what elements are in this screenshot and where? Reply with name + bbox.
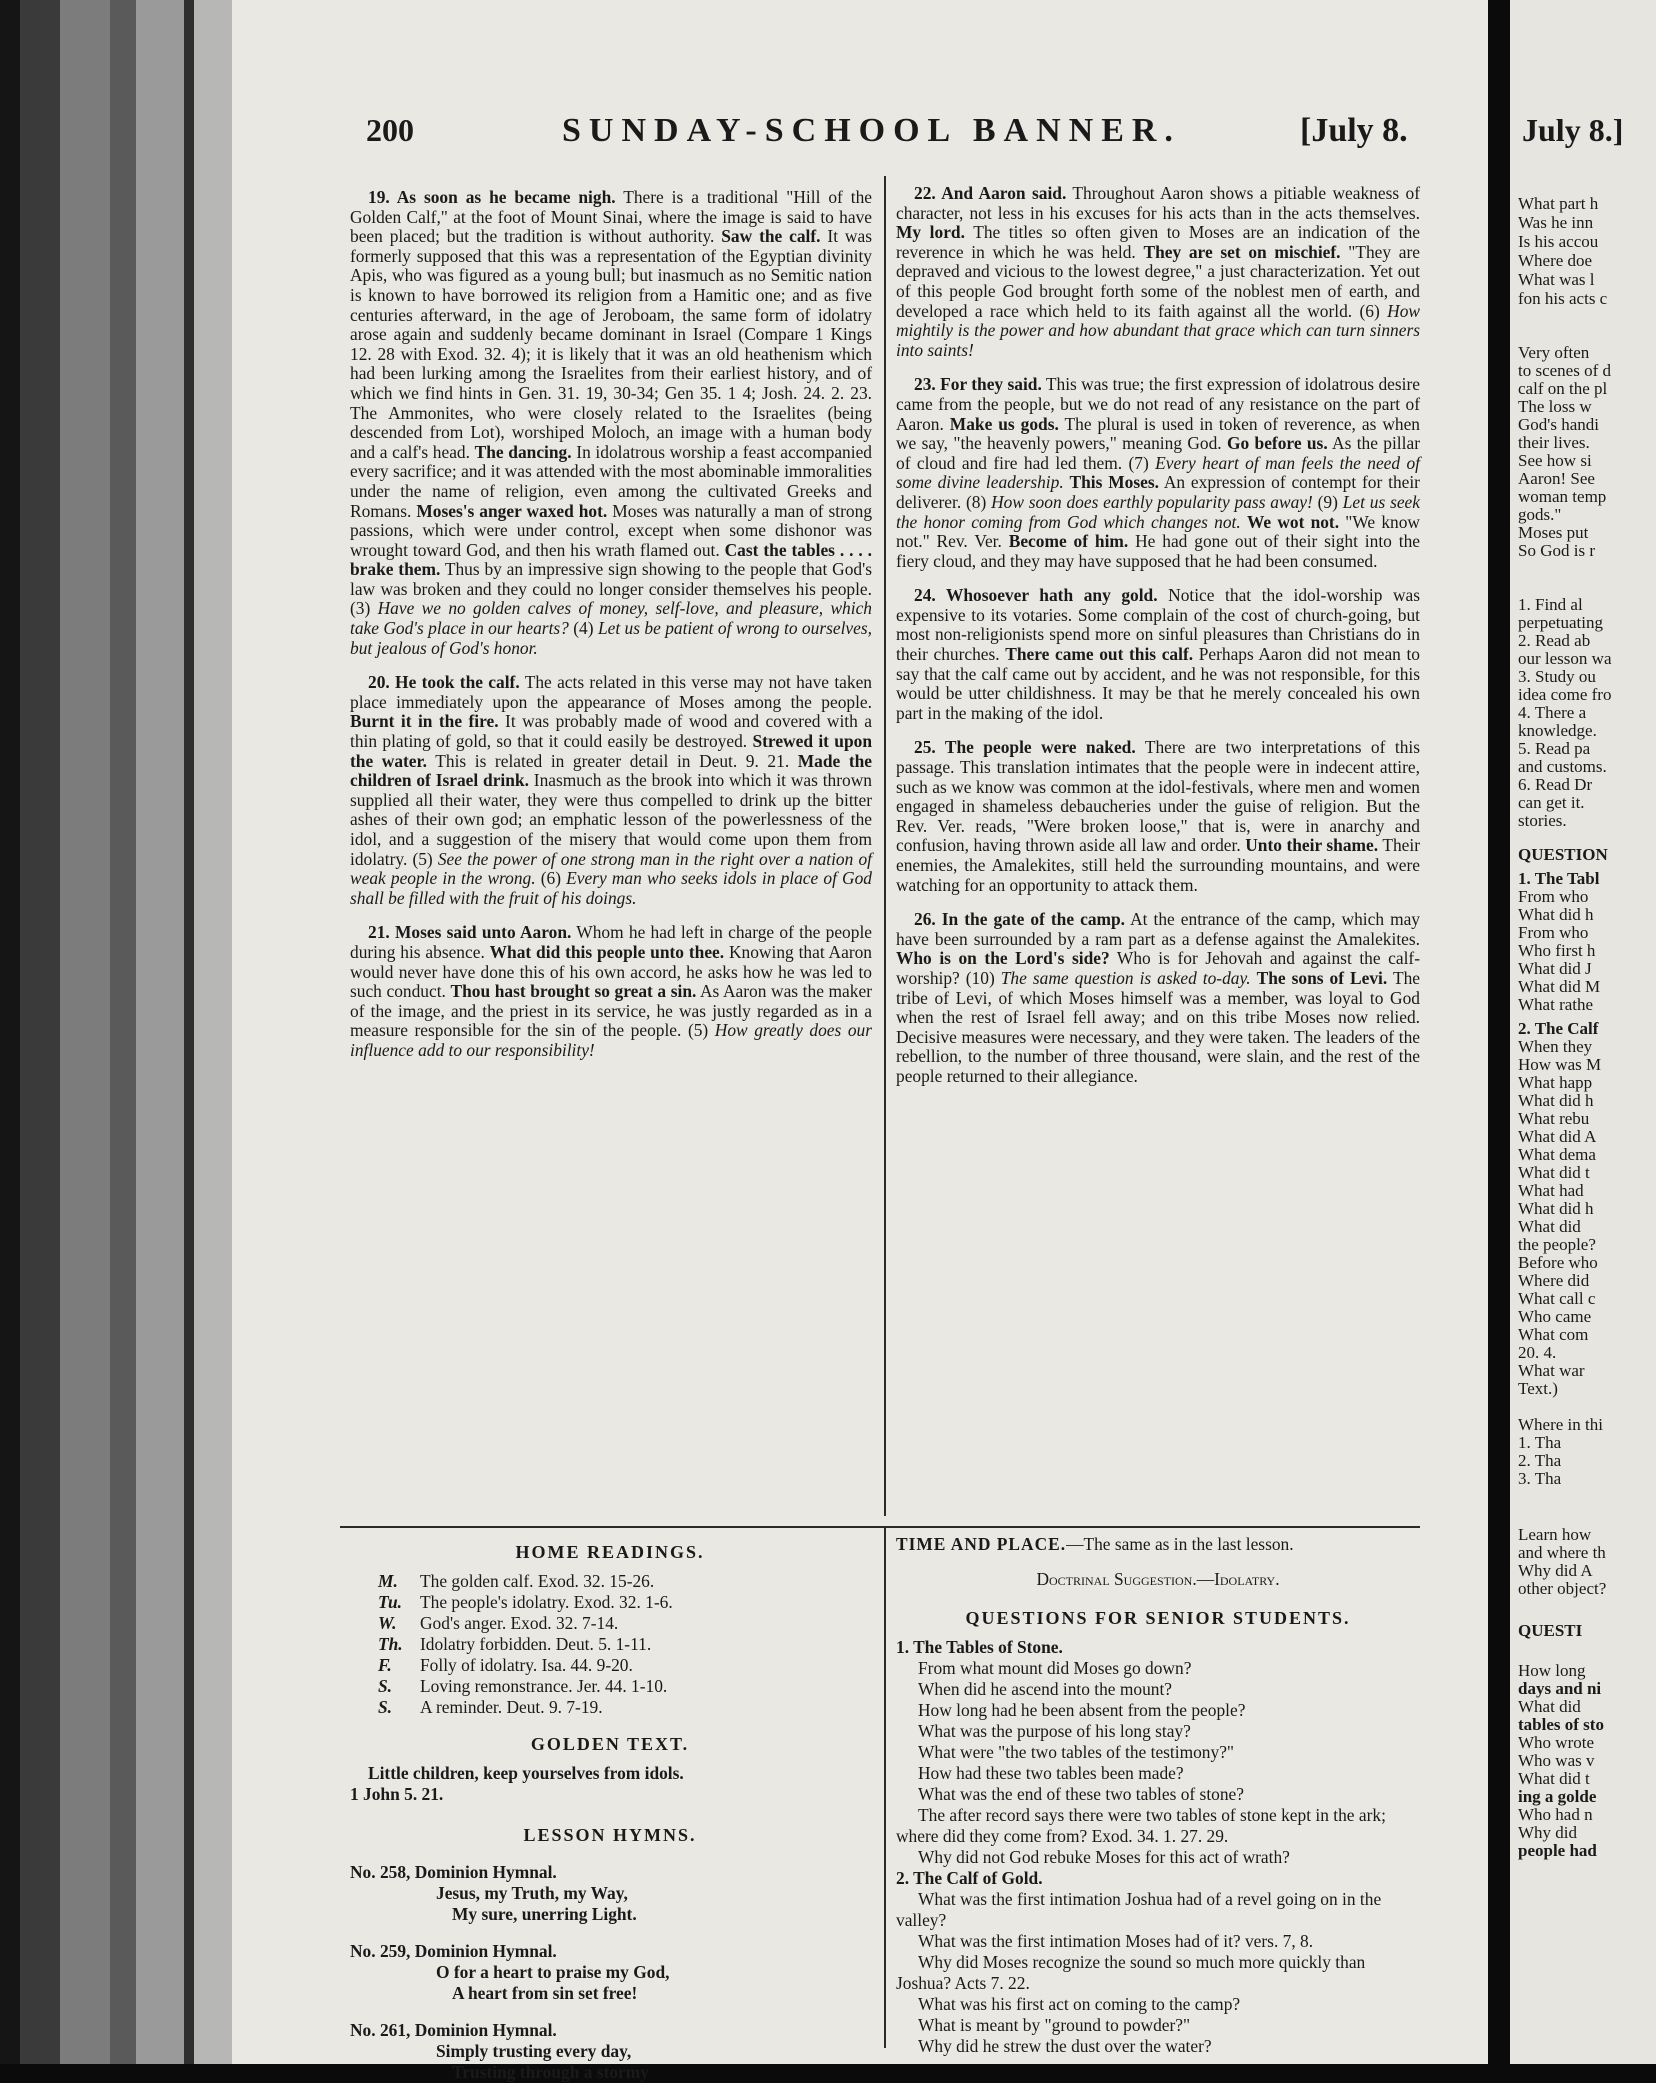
home-readings-title: HOME READINGS. — [515, 1542, 705, 1562]
verse-heading: My lord. — [896, 222, 965, 243]
home-reading-item — [350, 1676, 870, 1697]
right-page-text-fragment: From who — [1518, 887, 1589, 906]
note-text: Whom he had left in charge of the people during his absence. — [350, 922, 873, 962]
reading-text: The people's idolatry. Exod. 32. 1-6. — [420, 1592, 673, 1612]
home-reading-item — [350, 1571, 870, 1592]
note-text: (6) — [535, 868, 567, 889]
right-page-text-fragment: What rebu — [1518, 1109, 1590, 1128]
right-page-text-fragment: Text.) — [1518, 1379, 1558, 1398]
question-item: When did he ascend into the mount? — [918, 1679, 1173, 1699]
home-reading-item — [350, 1613, 870, 1634]
verse-heading: The sons of Levi. — [1256, 967, 1388, 988]
right-page-text-fragment: our lesson wa — [1518, 649, 1612, 668]
verse-heading: Go before us. — [1226, 433, 1328, 454]
application-note: Every man who seeks idols in place of God shall be filled with the fruit of his doings. — [350, 868, 872, 908]
right-page-text-fragment: 2. Read ab — [1518, 631, 1591, 650]
note-text: In idolatrous worship a feast accompanied every sacrifice; and it was attended with the most abominable immoralities under the name of religion, even among the cultivated Greeks and Romans. — [350, 441, 872, 521]
reading-day: S. — [378, 1697, 393, 1717]
page-gutter — [1488, 0, 1510, 2064]
question-item: What was the first intimation Joshua had of a revel going on in the valley? — [896, 1889, 1382, 1930]
verse-heading: They are set on mischief. — [1143, 241, 1341, 262]
note-text: Perhaps Aaron did not mean to say that the calf came out by accident, and he was not responsible, for this would be utter childishness. It may be that he merely concealed his own part in the making of the idol. — [896, 644, 1421, 723]
question-item: What were "the two tables of the testimony?" — [918, 1742, 1235, 1762]
verse-heading: This Moses. — [1069, 472, 1159, 493]
verse-heading: Unto their shame. — [1245, 835, 1379, 856]
question-item: How had these two tables been made? — [918, 1763, 1184, 1783]
question-item: What was the end of these two tables of stone? — [918, 1784, 1244, 1804]
verse-heading: The dancing. — [474, 441, 572, 462]
verse-heading: 25. The people were naked. — [914, 737, 1136, 758]
note-text: The tribe of Levi, of which Moses himself was a member, was loyal to God when the rest of Israel fell away; and on this tribe Moses now relied. Decisive measures were necessary, and they were taken. The leaders of the rebellion, to the number of three thousand, were slain, and the rest of the people returned to their allegiance. — [896, 967, 1420, 1086]
golden-text-reference: 1 John 5. 21. — [350, 1784, 444, 1804]
right-page-text-fragment: How was M — [1518, 1055, 1602, 1074]
commentary-column-right — [896, 184, 1420, 1102]
right-page-text-fragment: days and ni — [1518, 1679, 1602, 1698]
right-page-text-fragment: QUESTI — [1518, 1621, 1583, 1640]
verse-heading: 21. Moses said unto Aaron. — [368, 922, 572, 943]
right-page-text-fragment: can get it. — [1518, 793, 1585, 812]
right-page-text-fragment: 3. Study ou — [1518, 667, 1596, 686]
reading-day: M. — [378, 1571, 398, 1591]
question-item: How long had he been absent from the people? — [918, 1700, 1246, 1720]
book-spine-edge — [0, 0, 232, 2064]
right-page-text-fragment: The loss w — [1518, 397, 1592, 416]
time-place-label: TIME AND PLACE. — [896, 1534, 1067, 1554]
note-text: An expression of contempt for their deliverer. (8) — [896, 472, 1420, 512]
right-page-text-fragment: What did h — [1518, 1199, 1594, 1218]
reading-text: Folly of idolatry. Isa. 44. 9-20. — [420, 1655, 633, 1675]
verse-heading: Become of him. — [1008, 531, 1129, 552]
right-page-text-fragment: ing a golde — [1518, 1787, 1597, 1806]
right-page-text-fragment: and customs. — [1518, 757, 1607, 776]
verse-note-paragraph — [896, 910, 1420, 1086]
right-page-text-fragment: What call c — [1518, 1289, 1596, 1308]
right-page-text-fragment: Is his accou — [1518, 232, 1599, 251]
column-divider-bottom — [884, 1528, 886, 2048]
verse-note-paragraph — [896, 184, 1420, 360]
note-text: Throughout Aaron shows a pitiable weakness of character, not less in his excuses for his acts than in the acts themselves. — [896, 183, 1421, 223]
lesson-hymns-list — [350, 1862, 870, 2083]
verse-note-paragraph — [350, 673, 872, 908]
question-section-heading: 1. The Tables of Stone. — [896, 1637, 1063, 1657]
application-note: Every heart of man feels the need of some divine leadership. — [896, 452, 1421, 493]
right-page-text-fragment: 2. Tha — [1518, 1451, 1562, 1470]
doctrinal-label: Doctrinal Suggestion. — [1036, 1569, 1197, 1589]
question-item: What was the first intimation Moses had of it? vers. 7, 8. — [918, 1931, 1314, 1951]
note-text: Moses was naturally a man of strong passions, which were under control, except when some dishonor was wrought toward God, and then his wrath flamed out. — [350, 500, 873, 560]
senior-questions-column — [896, 1534, 1420, 2057]
application-note: How mightily is the power and how abundant that grace which can turn sinners into saints! — [896, 300, 1420, 360]
note-text: Who is for Jehovah and against the calf-worship? (10) — [896, 948, 1420, 988]
right-page-text-fragment: QUESTION — [1518, 845, 1608, 864]
home-reading-item — [350, 1592, 870, 1613]
hymn-number: No. 261, Dominion Hymnal. — [350, 2020, 557, 2040]
reading-text: Loving remonstrance. Jer. 44. 1-10. — [420, 1676, 668, 1696]
question-item: From what mount did Moses go down? — [918, 1658, 1192, 1678]
right-page-text-fragment: What happ — [1518, 1073, 1593, 1092]
column-divider — [884, 176, 886, 1516]
application-note: Have we no golden calves of money, self-love, and pleasure, which take God's place in our hearts? — [350, 598, 872, 639]
right-page-text-fragment: and where th — [1518, 1543, 1606, 1562]
verse-heading: Make us gods. — [949, 413, 1059, 434]
right-page-text-fragment: woman temp — [1518, 487, 1607, 506]
question-item: Why did he strew the dust over the water? — [918, 2036, 1212, 2056]
questions-list — [896, 1637, 1420, 2057]
note-text: Inasmuch as the brook into which it was thrown supplied all their water, they were thus compelled to drink up the bitter ashes of their own god; an emphatic lesson of the powerlessness of the idol, and a suggestion of the misery that would come upon them from idolatry. (5) — [350, 770, 872, 869]
note-text: He had gone out of their sight into the fiery cloud, and they may have supposed that he had been consumed. — [896, 531, 1420, 571]
right-page-text-fragment: What rathe — [1518, 995, 1594, 1014]
right-page-text-fragment: What did h — [1518, 1091, 1594, 1110]
note-text: This was true; the first expression of idolatrous desire came from the people, but we do not read of any resistance on the part of Aaron. — [896, 374, 1420, 434]
note-text: (9) — [1312, 491, 1343, 512]
verse-heading: 23. For they said. — [914, 374, 1042, 395]
right-page-text-fragment: What did t — [1518, 1163, 1590, 1182]
right-page-text-fragment: What part h — [1518, 194, 1599, 213]
verse-heading: Burnt it in the fire. — [350, 711, 499, 732]
right-page-text-fragment: Aaron! See — [1518, 469, 1595, 488]
right-page-text-fragment: What did t — [1518, 1769, 1590, 1788]
right-page-text-fragment: Where in thi — [1518, 1415, 1603, 1434]
right-page-text-fragment: What did — [1518, 1217, 1581, 1236]
left-page — [232, 0, 1488, 2082]
verse-heading: 19. As soon as he became nigh. — [368, 187, 616, 207]
right-page-text-fragment: 5. Read pa — [1518, 739, 1591, 758]
note-text: Notice that the idol-worship was expensive to its votaries. Some complain of the cost of church-going, but most non-religionists spend more on sinful pleasures than Christians do in their churches. — [896, 585, 1420, 665]
application-note: Let us be patient of wrong to ourselves, but jealous of God's honor. — [350, 618, 872, 658]
note-text: "They are depraved and vicious to the lowest degree," a just characterization. Yet out of this people God brought forth some of the noblest men of earth, and developed a race which held to its faith against all the world. (6) — [896, 241, 1420, 321]
question-item: What is meant by "ground to powder?" — [918, 2015, 1191, 2035]
doctrinal-text: —Idolatry. — [1196, 1569, 1280, 1589]
right-page-text-fragment: to scenes of d — [1518, 361, 1612, 380]
note-text: There are two interpretations of this passage. This translation intimates that the people were in indecent attire, such as we know was common at the idol-festivals, where men and women engaged in shameless debaucheries under the guise of religion. But the Rev. Ver. reads, "Were broken loose," that is, were in anarchy and confusion, having thrown aside all law and order. — [896, 737, 1420, 856]
note-text: The acts related in this verse may not have taken place immediately upon the appearance of Moses among the people. — [350, 672, 872, 712]
note-text: It was probably made of wood and covered with a thin plating of gold, so that it could easily be destroyed. — [350, 711, 872, 752]
right-page-text-fragment: 2. The Calf — [1518, 1019, 1599, 1038]
verse-note-paragraph — [896, 738, 1420, 895]
time-place-text: —The same as in the last lesson. — [1066, 1534, 1294, 1554]
right-page-text-fragment: What dema — [1518, 1145, 1596, 1164]
golden-text — [350, 1763, 870, 1805]
note-text: Knowing that Aaron would never have done this of his own accord, he asks how he was led to such conduct. — [350, 941, 873, 1002]
right-page-text-fragment: Who was v — [1518, 1751, 1595, 1770]
verse-heading: We wot not. — [1246, 511, 1340, 532]
note-text: The titles so often given to Moses are an indication of the reverence in which he was held. — [896, 222, 1420, 262]
right-page-text-fragment: knowledge. — [1518, 721, 1597, 740]
right-page-text-fragment: fon his acts c — [1518, 289, 1608, 308]
home-reading-item — [350, 1697, 870, 1718]
home-readings-list — [350, 1571, 870, 1718]
lesson-aids-column — [350, 1536, 870, 2083]
application-note: How soon does earthly popularity pass away! — [991, 491, 1313, 512]
application-note: The same question is asked to-day. — [1000, 967, 1251, 988]
reading-text: A reminder. Deut. 9. 7-19. — [420, 1697, 603, 1717]
right-page-text-fragment: the people? — [1518, 1235, 1596, 1254]
question-item: Why did Moses recognize the sound so much more quickly than Joshua? Acts 7. 22. — [896, 1952, 1366, 1993]
verse-heading: Made the children of Israel drink. — [350, 750, 873, 791]
right-page-text-fragment: What did M — [1518, 977, 1601, 996]
right-page-partial — [1510, 0, 1656, 2064]
right-page-text-fragment: Who came — [1518, 1307, 1592, 1326]
right-page-text-fragment: What war — [1518, 1361, 1585, 1380]
doctrinal-suggestion — [896, 1569, 1420, 1590]
verse-heading: Saw the calf. — [721, 226, 821, 247]
right-page-text-fragment: 4. There a — [1518, 703, 1587, 722]
reading-day: Tu. — [378, 1592, 402, 1612]
verse-heading: Thou hast brought so great a sin. — [450, 981, 697, 1002]
commentary-column-left — [350, 188, 872, 1076]
question-item: Why did not God rebuke Moses for this act of wrath? — [918, 1847, 1290, 1867]
hymn-line: Trusting through a stormy — [452, 2062, 649, 2082]
right-page-text-fragment: Where doe — [1518, 251, 1593, 270]
right-page-text-fragment: tables of sto — [1518, 1715, 1604, 1734]
hymn-line: A heart from sin set free! — [452, 1983, 638, 2003]
note-text: The plural is used in token of reverence, as when we say, "the heavenly powers," meaning God. — [896, 413, 1420, 454]
home-reading-item — [350, 1655, 870, 1676]
right-page-text-fragment: God's handi — [1518, 415, 1599, 434]
note-text: As the pillar of cloud and fire had led them. (7) — [896, 433, 1420, 473]
verse-heading: Moses's anger waxed hot. — [416, 500, 608, 521]
right-page-text-fragment: 1. Tha — [1518, 1433, 1562, 1452]
right-page-text-fragment: 3. Tha — [1518, 1469, 1562, 1488]
right-page-text-fragment: Before who — [1518, 1253, 1598, 1272]
right-page-text-fragment: What had — [1518, 1181, 1584, 1200]
right-page-text-fragment: See how si — [1518, 451, 1592, 470]
right-page-text-fragment: 6. Read Dr — [1518, 775, 1593, 794]
hymn-line: Simply trusting every day, — [436, 2041, 632, 2061]
verse-heading: Strewed it upon the water. — [350, 731, 872, 771]
note-text: At the entrance of the camp, which may have been surrounded by a ram part as a defense against the Amalekites. — [896, 909, 1421, 949]
reading-day: Th. — [378, 1634, 403, 1654]
reading-day: S. — [378, 1676, 393, 1696]
question-item: The after record says there were two tables of stone kept in the ark; where did they come from? Exod. 34. 1. 27. 29. — [896, 1805, 1386, 1846]
reading-text: Idolatry forbidden. Deut. 5. 1-11. — [420, 1634, 652, 1654]
right-page-text-fragment: Who wrote — [1518, 1733, 1595, 1752]
note-text: As Aaron was the maker of the image, and the priest in its service, he was justly regarded as in a measure responsible for the sin of the people. (5) — [350, 981, 872, 1041]
right-page-text-fragment: Why did — [1518, 1823, 1578, 1842]
right-page-text-fragment: Was he inn — [1518, 213, 1594, 232]
verse-heading: 26. In the gate of the camp. — [914, 909, 1126, 930]
verse-heading: 20. He took the calf. — [368, 672, 520, 693]
right-page-text-fragment: 1. The Tabl — [1518, 869, 1600, 888]
right-page-text-fragment: other object? — [1518, 1579, 1607, 1598]
right-page-text-fragment: Where did — [1518, 1271, 1590, 1290]
right-page-text-fragment: What did h — [1518, 905, 1594, 924]
application-note: Let us seek the honor coming from God which changes not. — [896, 491, 1420, 532]
question-section-heading: 2. The Calf of Gold. — [896, 1868, 1043, 1888]
question-item: What was the purpose of his long stay? — [918, 1721, 1191, 1741]
page-date: [July 8. — [1300, 112, 1408, 149]
verse-note-paragraph — [350, 923, 872, 1060]
right-page-text-fragment: Moses put — [1518, 523, 1589, 542]
golden-text-verse: Little children, keep yourselves from idols. — [368, 1763, 684, 1783]
verse-heading: There came out this calf. — [1005, 644, 1194, 665]
verse-note-paragraph — [896, 375, 1420, 571]
reading-day: F. — [378, 1655, 392, 1675]
right-page-text-fragment: Who first h — [1518, 941, 1596, 960]
right-page-text-fragment: Learn how — [1518, 1525, 1592, 1544]
application-note: See the power of one strong man in the right over a nation of weak people in the wrong. — [350, 848, 872, 889]
right-page-text-fragment: 20. 4. — [1518, 1343, 1557, 1362]
right-page-text-fragment: What did A — [1518, 1127, 1597, 1146]
right-page-text-fragment: Why did A — [1518, 1561, 1593, 1580]
right-page-text-fragment: What did J — [1518, 959, 1592, 978]
note-text: "We know not." Rev. Ver. — [896, 511, 1420, 552]
reading-text: The golden calf. Exod. 32. 15-26. — [420, 1571, 655, 1591]
verse-heading: What did this people unto thee. — [489, 941, 725, 962]
verse-heading: 24. Whosoever hath any gold. — [914, 585, 1158, 606]
right-page-text-fragment: their lives. — [1518, 433, 1590, 452]
application-note: How greatly does our influence add to our responsibility! — [350, 1020, 873, 1060]
hymn-number: No. 258, Dominion Hymnal. — [350, 1862, 557, 1882]
right-page-text-fragment: gods." — [1518, 505, 1562, 524]
right-page-text-fragment: Who had n — [1518, 1805, 1593, 1824]
right-page-text-fragment: perpetuating — [1518, 613, 1603, 632]
note-text: It was formerly supposed that this was a representation of the Egyptian divinity Apis, who was figured as a young bull; but inasmuch as no Semitic nation is known to have borrowed its religion from a Hamitic one; and as five centuries afterward, in the age of Jeroboam, the same form of idolatry arose again and suddenly became dominant in Israel (Compare 1 Kings 12. 28 with Exod. 32. 4); it is likely that it was an old heathenism which had been lurking among the Israelites from their earliest history, and of which we find hints in Gen. 31. 19, 30-34; Gen 35. 1 4; Josh. 24. 2. 23. The Ammonites, who were closely related to the Israelites (being descended from Lot), worshiped Moloch, an image with a human body and a calf's head. — [350, 226, 872, 462]
verse-heading: 22. And Aaron said. — [914, 183, 1067, 203]
hymn-line: Jesus, my Truth, my Way, — [436, 1883, 628, 1903]
right-page-text-fragment: What com — [1518, 1325, 1589, 1344]
note-text: There is a traditional "Hill of the Golden Calf," at the foot of Mount Sinai, where the image is said to have been placed; but the tradition is without authority. — [350, 187, 873, 247]
right-page-text-fragment: How long — [1518, 1661, 1586, 1680]
note-text: This is related in greater detail in Deut. 9. 21. — [427, 750, 798, 771]
reading-text: God's anger. Exod. 32. 7-14. — [420, 1613, 619, 1633]
running-title: SUNDAY-SCHOOL BANNER. — [562, 112, 1181, 149]
golden-text-title: GOLDEN TEXT. — [530, 1734, 690, 1754]
section-divider — [340, 1526, 1420, 1528]
home-reading-item — [350, 1634, 870, 1655]
note-text: (4) — [568, 618, 598, 639]
questions-title: QUESTIONS FOR SENIOR STUDENTS. — [965, 1608, 1351, 1628]
right-page-text-fragment: What did — [1518, 1697, 1581, 1716]
hymn-line: O for a heart to praise my God, — [436, 1962, 670, 1982]
right-page-text-fragment: What was l — [1518, 270, 1595, 289]
right-page-text-fragment: 1. Find al — [1518, 595, 1583, 614]
hymn-number: No. 259, Dominion Hymnal. — [350, 1941, 557, 1961]
right-page-header: July 8.] — [1522, 112, 1624, 148]
hymn-line: My sure, unerring Light. — [452, 1904, 637, 1924]
time-and-place — [896, 1534, 1420, 1555]
reading-day: W. — [378, 1613, 397, 1633]
page-number: 200 — [366, 112, 414, 148]
verse-heading: Who is on the Lord's side? — [896, 948, 1110, 969]
question-item: What was his first act on coming to the camp? — [918, 1994, 1241, 2014]
right-page-text-fragment: idea come fro — [1518, 685, 1612, 704]
right-page-text-fragment: From who — [1518, 923, 1589, 942]
right-page-text-fragment: stories. — [1518, 811, 1567, 830]
right-page-text-fragment: When they — [1518, 1037, 1593, 1056]
right-page-text-fragment: Very often — [1518, 343, 1590, 362]
right-page-text-fragment: So God is r — [1518, 541, 1595, 560]
right-page-text-fragment: calf on the pl — [1518, 379, 1608, 398]
verse-heading: Cast the tables . . . . brake them. — [350, 539, 872, 580]
verse-note-paragraph — [896, 586, 1420, 723]
verse-note-paragraph — [350, 188, 872, 658]
note-text: Their enemies, the Amalekites, still held the surrounding mountains, and were watching for an opportunity to attack them. — [896, 835, 1420, 895]
right-page-text-fragment: people had — [1518, 1841, 1597, 1860]
note-text: Thus by an impressive sign showing to the people that God's law was broken and they could no longer consider themselves his people. (3) — [350, 559, 872, 619]
lesson-hymns-title: LESSON HYMNS. — [523, 1825, 697, 1845]
